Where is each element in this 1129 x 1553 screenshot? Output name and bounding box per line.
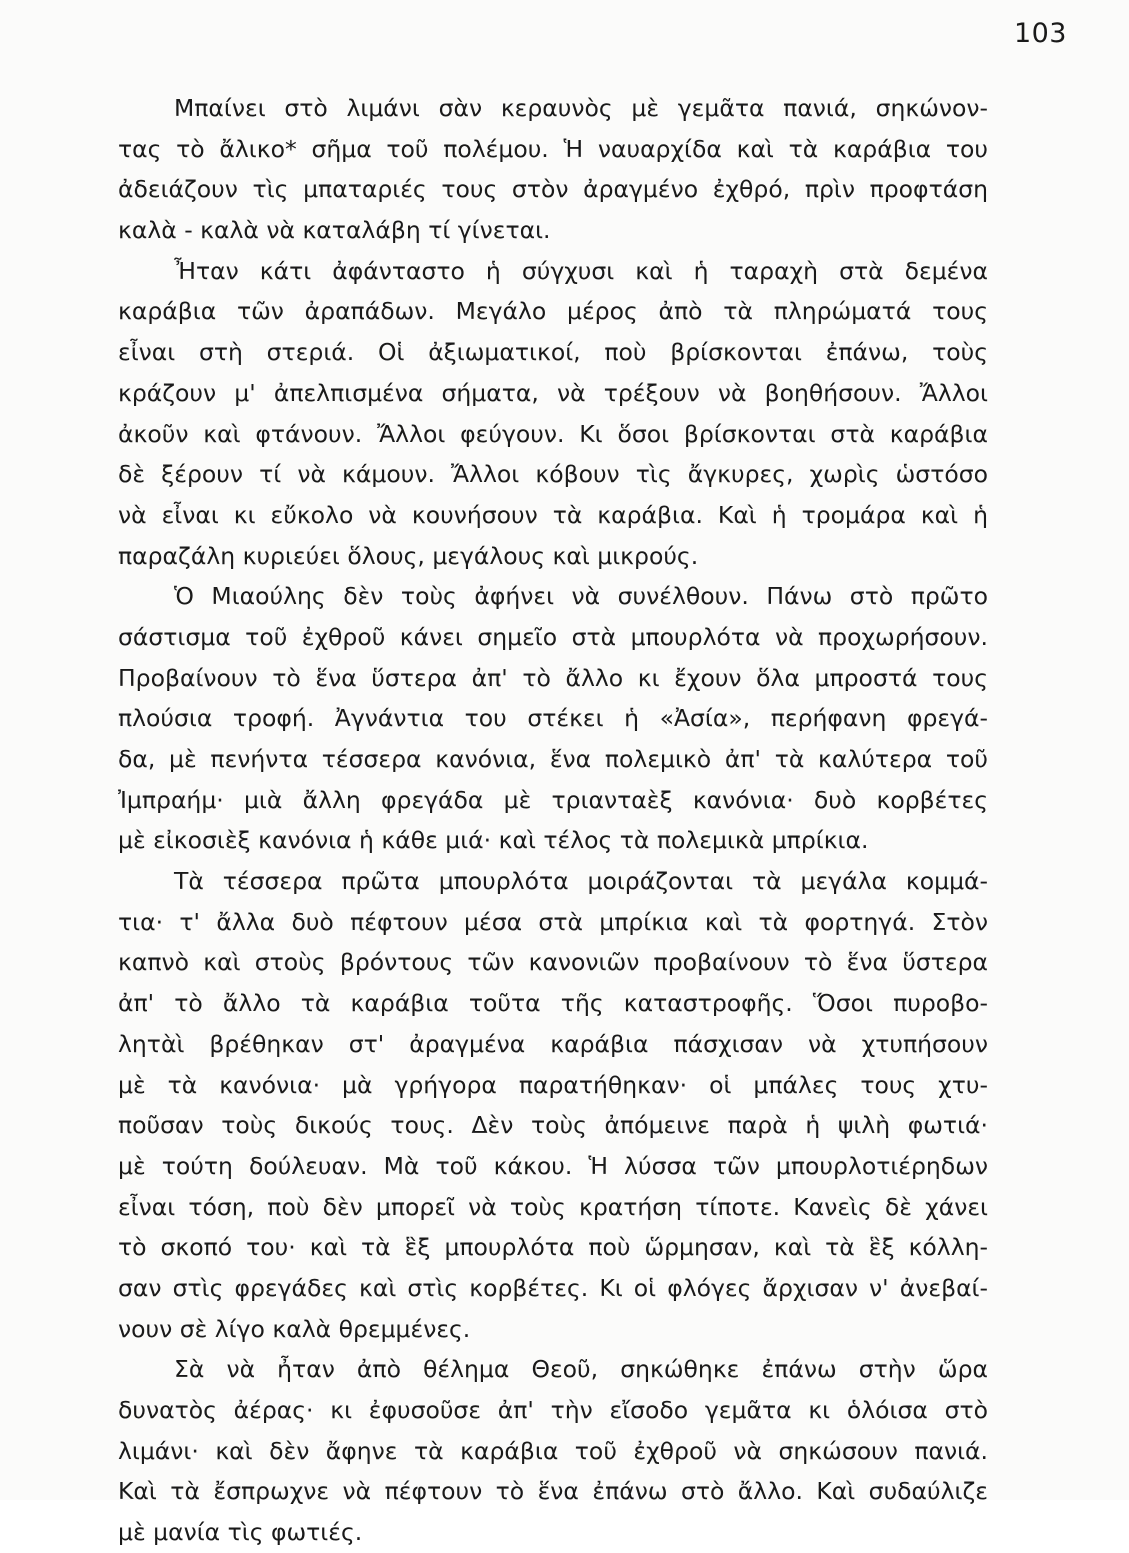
text-line: τὸ σκοπό του· καὶ τὰ ἓξ μπουρλότα ποὺ ὥρμησαν, καὶ τὰ ἓξ κόλλη-	[118, 1233, 988, 1262]
text-line: μὲ εἰκοσιὲξ κανόνια ἡ κάθε μιά· καὶ τέλος τὰ πολεμικὰ μπρίκια.	[118, 826, 869, 855]
text-line: ποῦσαν τοὺς δικούς τους. Δὲν τοὺς ἀπόμεινε παρὰ ἡ ψιλὴ φωτιά·	[118, 1111, 988, 1140]
text-line: μὲ μανία τὶς φωτιές.	[118, 1518, 363, 1547]
text-line: μὲ τούτη δούλευαν. Μὰ τοῦ κάκου. Ἡ λύσσα τῶν μπουρλοτιέρηδων	[118, 1151, 988, 1180]
text-line: καράβια τῶν ἀραπάδων. Μεγάλο μέρος ἀπὸ τὰ πληρώματά τους	[118, 297, 988, 326]
text-line: παραζάλη κυριεύει ὅλους, μεγάλους καὶ μικρούς.	[118, 541, 699, 570]
text-line: δα, μὲ πενήντα τέσσερα κανόνια, ἕνα πολεμικὸ ἀπ' τὰ καλύτερα τοῦ	[118, 745, 988, 773]
text-line: ἀδειάζουν τὶς μπαταριές τους στὸν ἀραγμένο ἐχθρό, πρὶν προφτάση	[118, 175, 988, 204]
paragraph-2	[118, 251, 988, 577]
body-text	[118, 88, 988, 1553]
text-line: σάστισμα τοῦ ἐχθροῦ κάνει σημεῖο στὰ μπουρλότα νὰ προχωρήσουν.	[118, 622, 988, 651]
text-line: εἶναι τόση, ποὺ δὲν μπορεῖ νὰ τοὺς κρατήση τίποτε. Κανεὶς δὲ χάνει	[118, 1192, 988, 1221]
text-line: τια· τ' ἄλλα δυὸ πέφτουν μέσα στὰ μπρίκια καὶ τὰ φορτηγά. Στὸν	[118, 907, 988, 936]
text-line: Ἦταν κάτι ἀφάνταστο ἡ σύγχυσι καὶ ἡ ταραχὴ στὰ δεμένα	[174, 256, 988, 285]
page-number: 103	[1013, 18, 1067, 49]
text-line: δὲ ξέρουν τί νὰ κάμουν. Ἄλλοι κόβουν τὶς ἄγκυρες, χωρὶς ὡστόσο	[118, 460, 988, 489]
text-line: κράζουν μ' ἀπελπισμένα σήματα, νὰ τρέξουν νὰ βοηθήσουν. Ἄλλοι	[118, 378, 988, 407]
text-line: νὰ εἶναι κι εὔκολο νὰ κουνήσουν τὰ καράβια. Καὶ ἡ τρομάρα καὶ ἡ	[118, 500, 988, 529]
text-line: καλὰ - καλὰ νὰ καταλάβη τί γίνεται.	[118, 216, 551, 245]
text-line: Σὰ νὰ ἦταν ἀπὸ θέλημα Θεοῦ, σηκώθηκε ἐπάνω στὴν ὥρα	[174, 1355, 988, 1384]
text-line: λιμάνι· καὶ δὲν ἄφηνε τὰ καράβια τοῦ ἐχθροῦ νὰ σηκώσουν πανιά.	[118, 1436, 988, 1465]
text-line: λητὰὶ βρέθηκαν στ' ἀραγμένα καράβια πάσχισαν νὰ χτυπήσουν	[118, 1029, 988, 1058]
paragraph-1	[118, 88, 988, 251]
paragraph-5	[118, 1349, 988, 1552]
text-line: μὲ τὰ κανόνια· μὰ γρήγορα παρατήθηκαν· οἱ μπάλες τους χτυ-	[118, 1070, 988, 1099]
text-line: Ὁ Μιαούλης δὲν τοὺς ἀφήνει νὰ συνέλθουν. Πάνω στὸ πρῶτο	[174, 582, 988, 611]
text-line: Καὶ τὰ ἔσπρωχνε νὰ πέφτουν τὸ ἕνα ἐπάνω στὸ ἄλλο. Καὶ συδαύλιζε	[118, 1477, 988, 1506]
text-line: τας τὸ ἄλικο* σῆμα τοῦ πολέμου. Ἡ ναυαρχίδα καὶ τὰ καράβια του	[118, 134, 988, 163]
paragraph-3	[118, 576, 988, 861]
text-line: Μπαίνει στὸ λιμάνι σὰν κεραυνὸς μὲ γεμᾶτα πανιά, σηκώνον-	[174, 94, 988, 122]
text-line: Τὰ τέσσερα πρῶτα μπουρλότα μοιράζονται τὰ μεγάλα κομμά-	[174, 867, 988, 896]
text-line: πλούσια τροφή. Ἀγνάντια του στέκει ἡ «Ἀσία», περήφανη φρεγά-	[118, 704, 988, 733]
text-line: νουν σὲ λίγο καλὰ θρεμμένες.	[118, 1314, 471, 1343]
paragraph-4	[118, 861, 988, 1349]
text-line: ἀπ' τὸ ἄλλο τὰ καράβια τοῦτα τῆς καταστροφῆς. Ὅσοι πυροβο-	[118, 989, 988, 1018]
text-line: Προβαίνουν τὸ ἕνα ὕστερα ἀπ' τὸ ἄλλο κι ἔχουν ὅλα μπροστά τους	[118, 663, 988, 692]
text-line: εἶναι στὴ στεριά. Οἱ ἀξιωματικοί, ποὺ βρίσκονται ἐπάνω, τοὺς	[118, 338, 988, 367]
text-line: Ἰμπραήμ· μιὰ ἄλλη φρεγάδα μὲ τριανταὲξ κανόνια· δυὸ κορβέτες	[118, 785, 988, 814]
text-line: ἀκοῦν καὶ φτάνουν. Ἄλλοι φεύγουν. Κι ὅσοι βρίσκονται στὰ καράβια	[118, 419, 988, 448]
text-line: καπνὸ καὶ στοὺς βρόντους τῶν κανονιῶν προβαίνουν τὸ ἕνα ὕστερα	[118, 948, 988, 977]
text-line: δυνατὸς ἀέρας· κι ἐφυσοῦσε ἀπ' τὴν εἴσοδο γεμᾶτα κι ὁλόισα στὸ	[118, 1396, 988, 1424]
text-line: σαν στὶς φρεγάδες καὶ στὶς κορβέτες. Κι οἱ φλόγες ἄρχισαν ν' ἀνεβαί-	[118, 1273, 988, 1302]
